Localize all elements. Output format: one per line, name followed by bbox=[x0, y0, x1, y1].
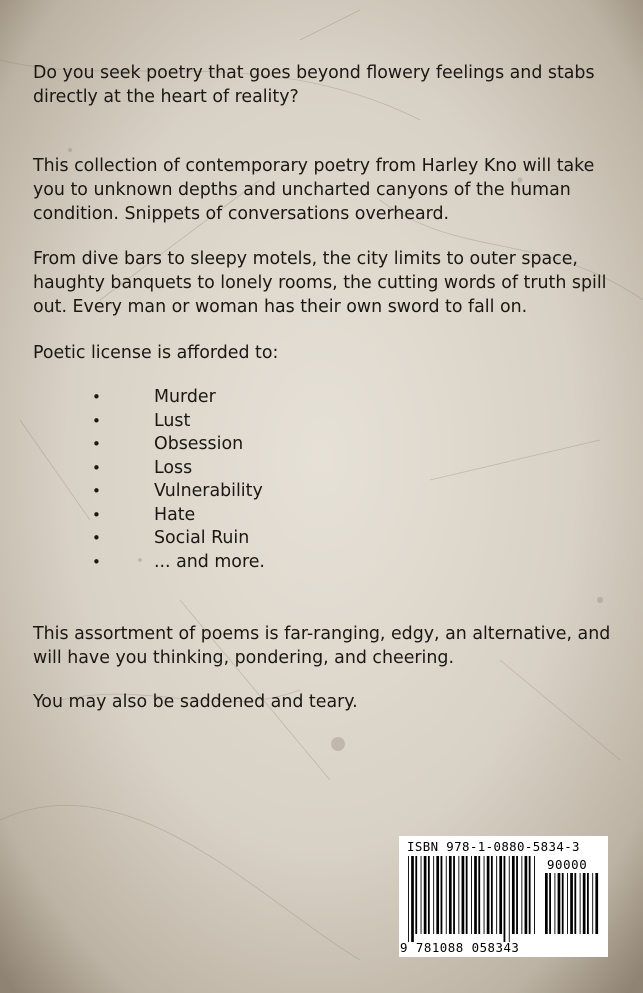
barcode-bar bbox=[424, 856, 427, 934]
theme-label: ... and more. bbox=[154, 551, 265, 572]
barcode-bar bbox=[478, 856, 480, 934]
barcode-bar bbox=[433, 856, 434, 934]
barcode-bar bbox=[466, 856, 468, 934]
theme-label: Vulnerability bbox=[154, 481, 263, 501]
barcode-bar bbox=[554, 873, 555, 934]
barcode-bar bbox=[415, 856, 417, 934]
barcode-bar bbox=[592, 873, 593, 934]
barcode-bar bbox=[408, 856, 409, 942]
isbn-barcode bbox=[399, 836, 608, 957]
barcode-bar bbox=[487, 856, 490, 934]
barcode-bar bbox=[474, 856, 477, 934]
barcode-bar bbox=[499, 856, 502, 934]
theme-label: Hate bbox=[154, 504, 196, 525]
theme-label: Murder bbox=[154, 387, 216, 407]
barcode-bar bbox=[509, 856, 510, 942]
theme-label: Loss bbox=[154, 457, 193, 478]
barcode-bar bbox=[529, 856, 531, 934]
theme-label: Lust bbox=[154, 410, 191, 431]
bullet-icon: • bbox=[92, 411, 101, 430]
assortment-paragraph: This assortment of poems is far-ranging, edgy, an alternative, and will have you thinking, pondering, and cheering. bbox=[33, 624, 611, 668]
barcode-bar bbox=[567, 873, 568, 934]
barcode-bar bbox=[558, 873, 561, 934]
theme-label: Obsession bbox=[154, 434, 244, 454]
barcode-bar bbox=[471, 856, 472, 934]
price-code: 90000 bbox=[547, 857, 588, 872]
barcode-bar bbox=[534, 856, 535, 934]
license-intro-text: Poetic license is afforded to: bbox=[33, 343, 279, 363]
barcode-bar bbox=[587, 873, 589, 934]
barcode-bar bbox=[411, 856, 414, 942]
barcode-bar bbox=[428, 856, 430, 934]
bullet-icon: • bbox=[92, 458, 101, 477]
barcode-bar bbox=[570, 873, 573, 934]
barcode-bar bbox=[453, 856, 455, 934]
barcode-bar bbox=[562, 873, 564, 934]
barcode-bar bbox=[458, 856, 459, 934]
barcode-bar bbox=[462, 856, 465, 934]
barcode-bar bbox=[580, 873, 581, 934]
barcode-bar bbox=[521, 856, 522, 934]
barcode-bar bbox=[516, 856, 518, 934]
isbn-label: ISBN 978-1-0880-5834-3 bbox=[407, 839, 580, 854]
addon-barcode-bars bbox=[545, 873, 600, 942]
ean-barcode-bars bbox=[408, 856, 538, 942]
barcode-bar bbox=[574, 873, 576, 934]
barcode-bar bbox=[449, 856, 452, 934]
bullet-icon: • bbox=[92, 529, 101, 547]
barcode-bar bbox=[441, 856, 443, 934]
barcode-bar bbox=[549, 873, 551, 934]
bullet-icon: • bbox=[92, 435, 101, 453]
bullet-icon: • bbox=[92, 505, 101, 524]
collection-paragraph: This collection of contemporary poetry from Harley Kno will take you to unknown depths and uncharted canyons of the human condition. Snippets of conversations overheard. bbox=[33, 156, 595, 224]
barcode-bar bbox=[545, 873, 548, 934]
barcode-bar bbox=[496, 856, 497, 934]
barcode-bar bbox=[595, 873, 598, 934]
barcode-bar bbox=[446, 856, 447, 934]
bullet-icon: • bbox=[92, 552, 101, 571]
bullet-icon: • bbox=[92, 388, 101, 406]
barcode-bar bbox=[504, 856, 506, 942]
barcode-bar bbox=[512, 856, 515, 934]
barcode-bar bbox=[525, 856, 528, 934]
ean-digits: 9 781088 058343 bbox=[400, 940, 520, 955]
barcode-bar bbox=[421, 856, 422, 934]
barcode-bar bbox=[491, 856, 493, 934]
barcode-bar bbox=[583, 873, 586, 934]
theme-label: Social Ruin bbox=[154, 528, 250, 548]
places-paragraph: From dive bars to sleepy motels, the city limits to outer space, haughty banquets to lonely rooms, the cutting words of truth spill out. Every man or woman has their own sword to fall on. bbox=[33, 249, 607, 317]
bullet-icon: • bbox=[92, 482, 101, 500]
barcode-bar bbox=[484, 856, 485, 934]
closing-paragraph: You may also be saddened and teary. bbox=[33, 692, 358, 712]
barcode-bar bbox=[436, 856, 439, 934]
intro-paragraph: Do you seek poetry that goes beyond flowery feelings and stabs directly at the heart of reality? bbox=[33, 63, 595, 107]
